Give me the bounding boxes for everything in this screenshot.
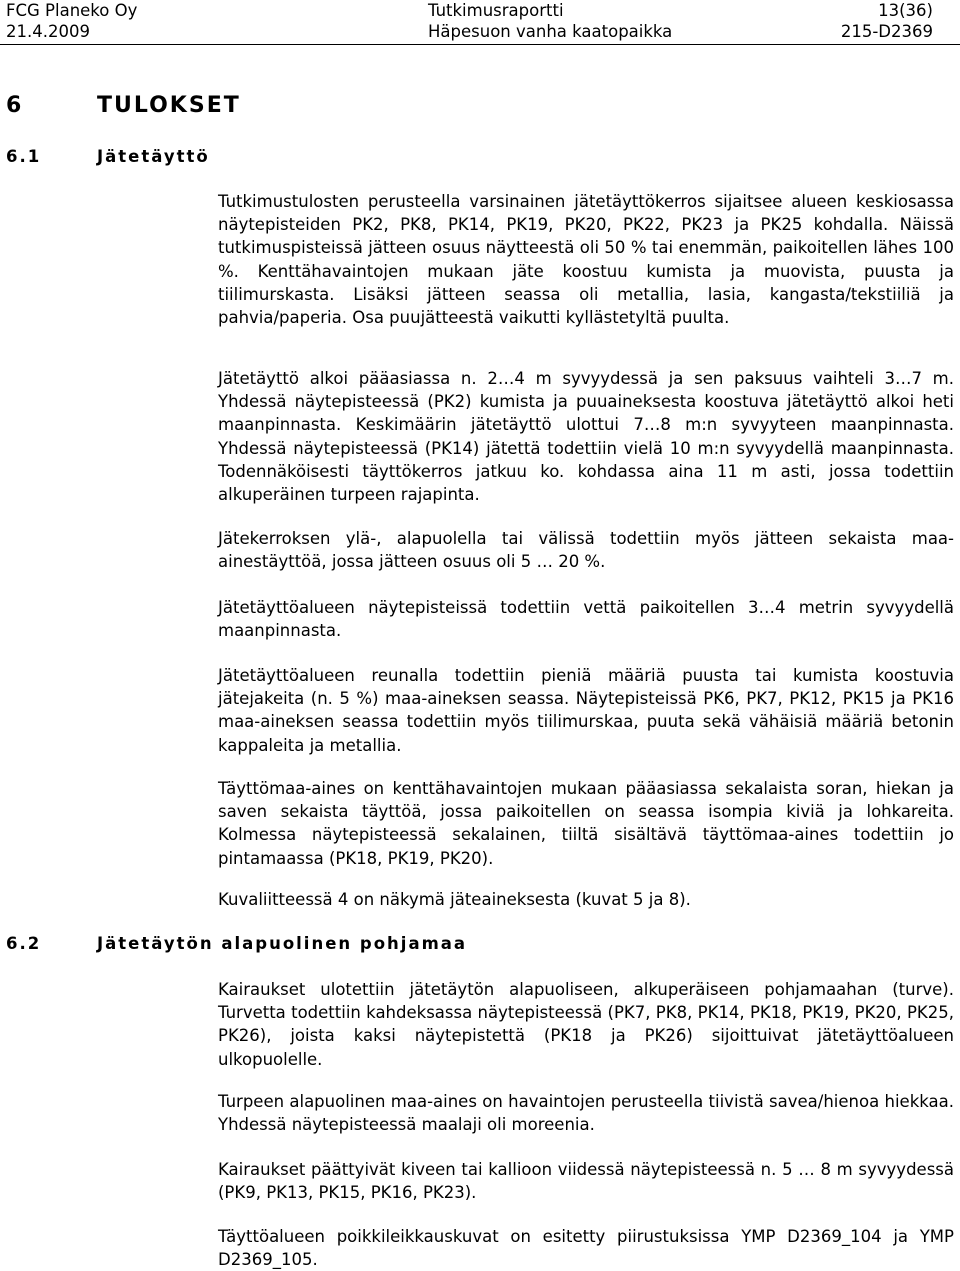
page-number: 13(36) — [878, 1, 933, 20]
page-header — [0, 0, 960, 45]
paragraph: Jätetäyttö alkoi pääasiassa n. 2…4 m syvyydessä ja sen paksuus vaihteli 3…7 m. Yhdessä näytepisteessä (PK2) kumista ja puuaineksesta koostuva jätetäyttö alkoi heti maanpinnasta. Keskimäärin jätetäyttö ulottui 7…8 m:n syvyyteen maanpinnasta. Yhdessä näytepisteessä (PK14) jätettä todettiin vielä 10 m:n syvyydellä maanpinnasta. Todennäköisesti täyttökerros jatkuu ko. kohdassa aina 11 m asti, jossa todettiin alkuperäinen turpeen rajapinta. — [218, 369, 954, 505]
paragraph: Täyttömaa-aines on kenttähavaintojen mukaan pääasiassa sekalaista soran, hiekan ja saven sekaista täyttöä, jossa paikoitellen on seassa isompia kiviä ja lohkareita. Kolmessa näytepisteessä sekalainen, tiiltä sisältävä täyttömaa-aines todettiin jo pintamaassa (PK18, PK19, PK20). — [218, 779, 954, 868]
subsection-title: Jätetäyttö — [97, 147, 210, 166]
paragraph: Jätetäyttöalueen näytepisteissä todettiin vettä paikoitellen 3…4 metrin syvyydellä maanpinnasta. — [218, 598, 954, 641]
paragraph: Turpeen alapuolinen maa-aines on havaintojen perusteella tiivistä savea/hienoa hiekkaa. Yhdessä näytepisteessä maalaji oli moreenia. — [218, 1092, 954, 1135]
paragraph: Kuvaliitteessä 4 on näkymä jäteaineksesta (kuvat 5 ja 8). — [218, 890, 691, 909]
section-number: 6 — [6, 93, 24, 118]
subsection-title: Jätetäytön alapuolinen pohjamaa — [97, 934, 468, 953]
section-title: TULOKSET — [97, 93, 241, 118]
paragraph: Jätekerroksen ylä-, alapuolella tai välissä todettiin myös jätteen sekaista maa-ainestäyttöä, jossa jätteen osuus oli 5 … 20 %. — [218, 529, 954, 572]
report-type: Tutkimusraportti — [428, 1, 564, 20]
company-name: FCG Planeko Oy — [6, 1, 138, 20]
project-code: 215-D2369 — [840, 22, 933, 41]
subsection-number: 6.1 — [6, 147, 42, 166]
paragraph: Jätetäyttöalueen reunalla todettiin pieniä määriä puusta tai kumista koostuvia jätejakeita (n. 5 %) maa-aineksen seassa. Näytepisteissä PK6, PK7, PK12, PK15 ja PK16 maa-aineksen seassa todettiin myös tiilimurskaa, puuta sekä vähäisiä määriä betonin kappaleita ja metallia. — [218, 666, 954, 755]
paragraph: Täyttöalueen poikkileikkauskuvat on esitetty piirustuksissa YMP D2369_104 ja YMP D2369_105. — [218, 1227, 954, 1270]
report-date: 21.4.2009 — [6, 22, 90, 41]
paragraph: Kairaukset päättyivät kiveen tai kallioon viidessä näytepisteessä n. 5 … 8 m syvyydessä (PK9, PK13, PK15, PK16, PK23). — [218, 1160, 954, 1203]
paragraph: Tutkimustulosten perusteella varsinainen jätetäyttökerros sijaitsee alueen keskiosassa näytepisteiden PK2, PK8, PK14, PK19, PK20, PK22, PK23 ja PK25 kohdalla. Näissä tutkimuspisteissä jätteen osuus näytteestä oli 50 % tai enemmän, paikoitellen lähes 100 %. Kenttähavaintojen mukaan jäte koostuu kumista ja muovista, puusta ja tiilimurskasta. Lisäksi jätteen seassa oli metallia, lasia, kangasta/tekstiiliä ja pahvia/paperia. Osa puujätteestä vaikutti kyllästetyltä puulta. — [218, 192, 954, 328]
site-name: Häpesuon vanha kaatopaikka — [428, 22, 673, 41]
subsection-number: 6.2 — [6, 934, 42, 953]
paragraph: Kairaukset ulotettiin jätetäytön alapuoliseen, alkuperäiseen pohjamaahan (turve). Turvetta todettiin kahdeksassa näytepisteessä (PK7, PK8, PK14, PK18, PK19, PK20, PK25, PK26), joista kaksi näytepistettä (PK18 ja PK26) sijoittuivat jätetäyttöalueen ulkopuolelle. — [218, 980, 954, 1069]
